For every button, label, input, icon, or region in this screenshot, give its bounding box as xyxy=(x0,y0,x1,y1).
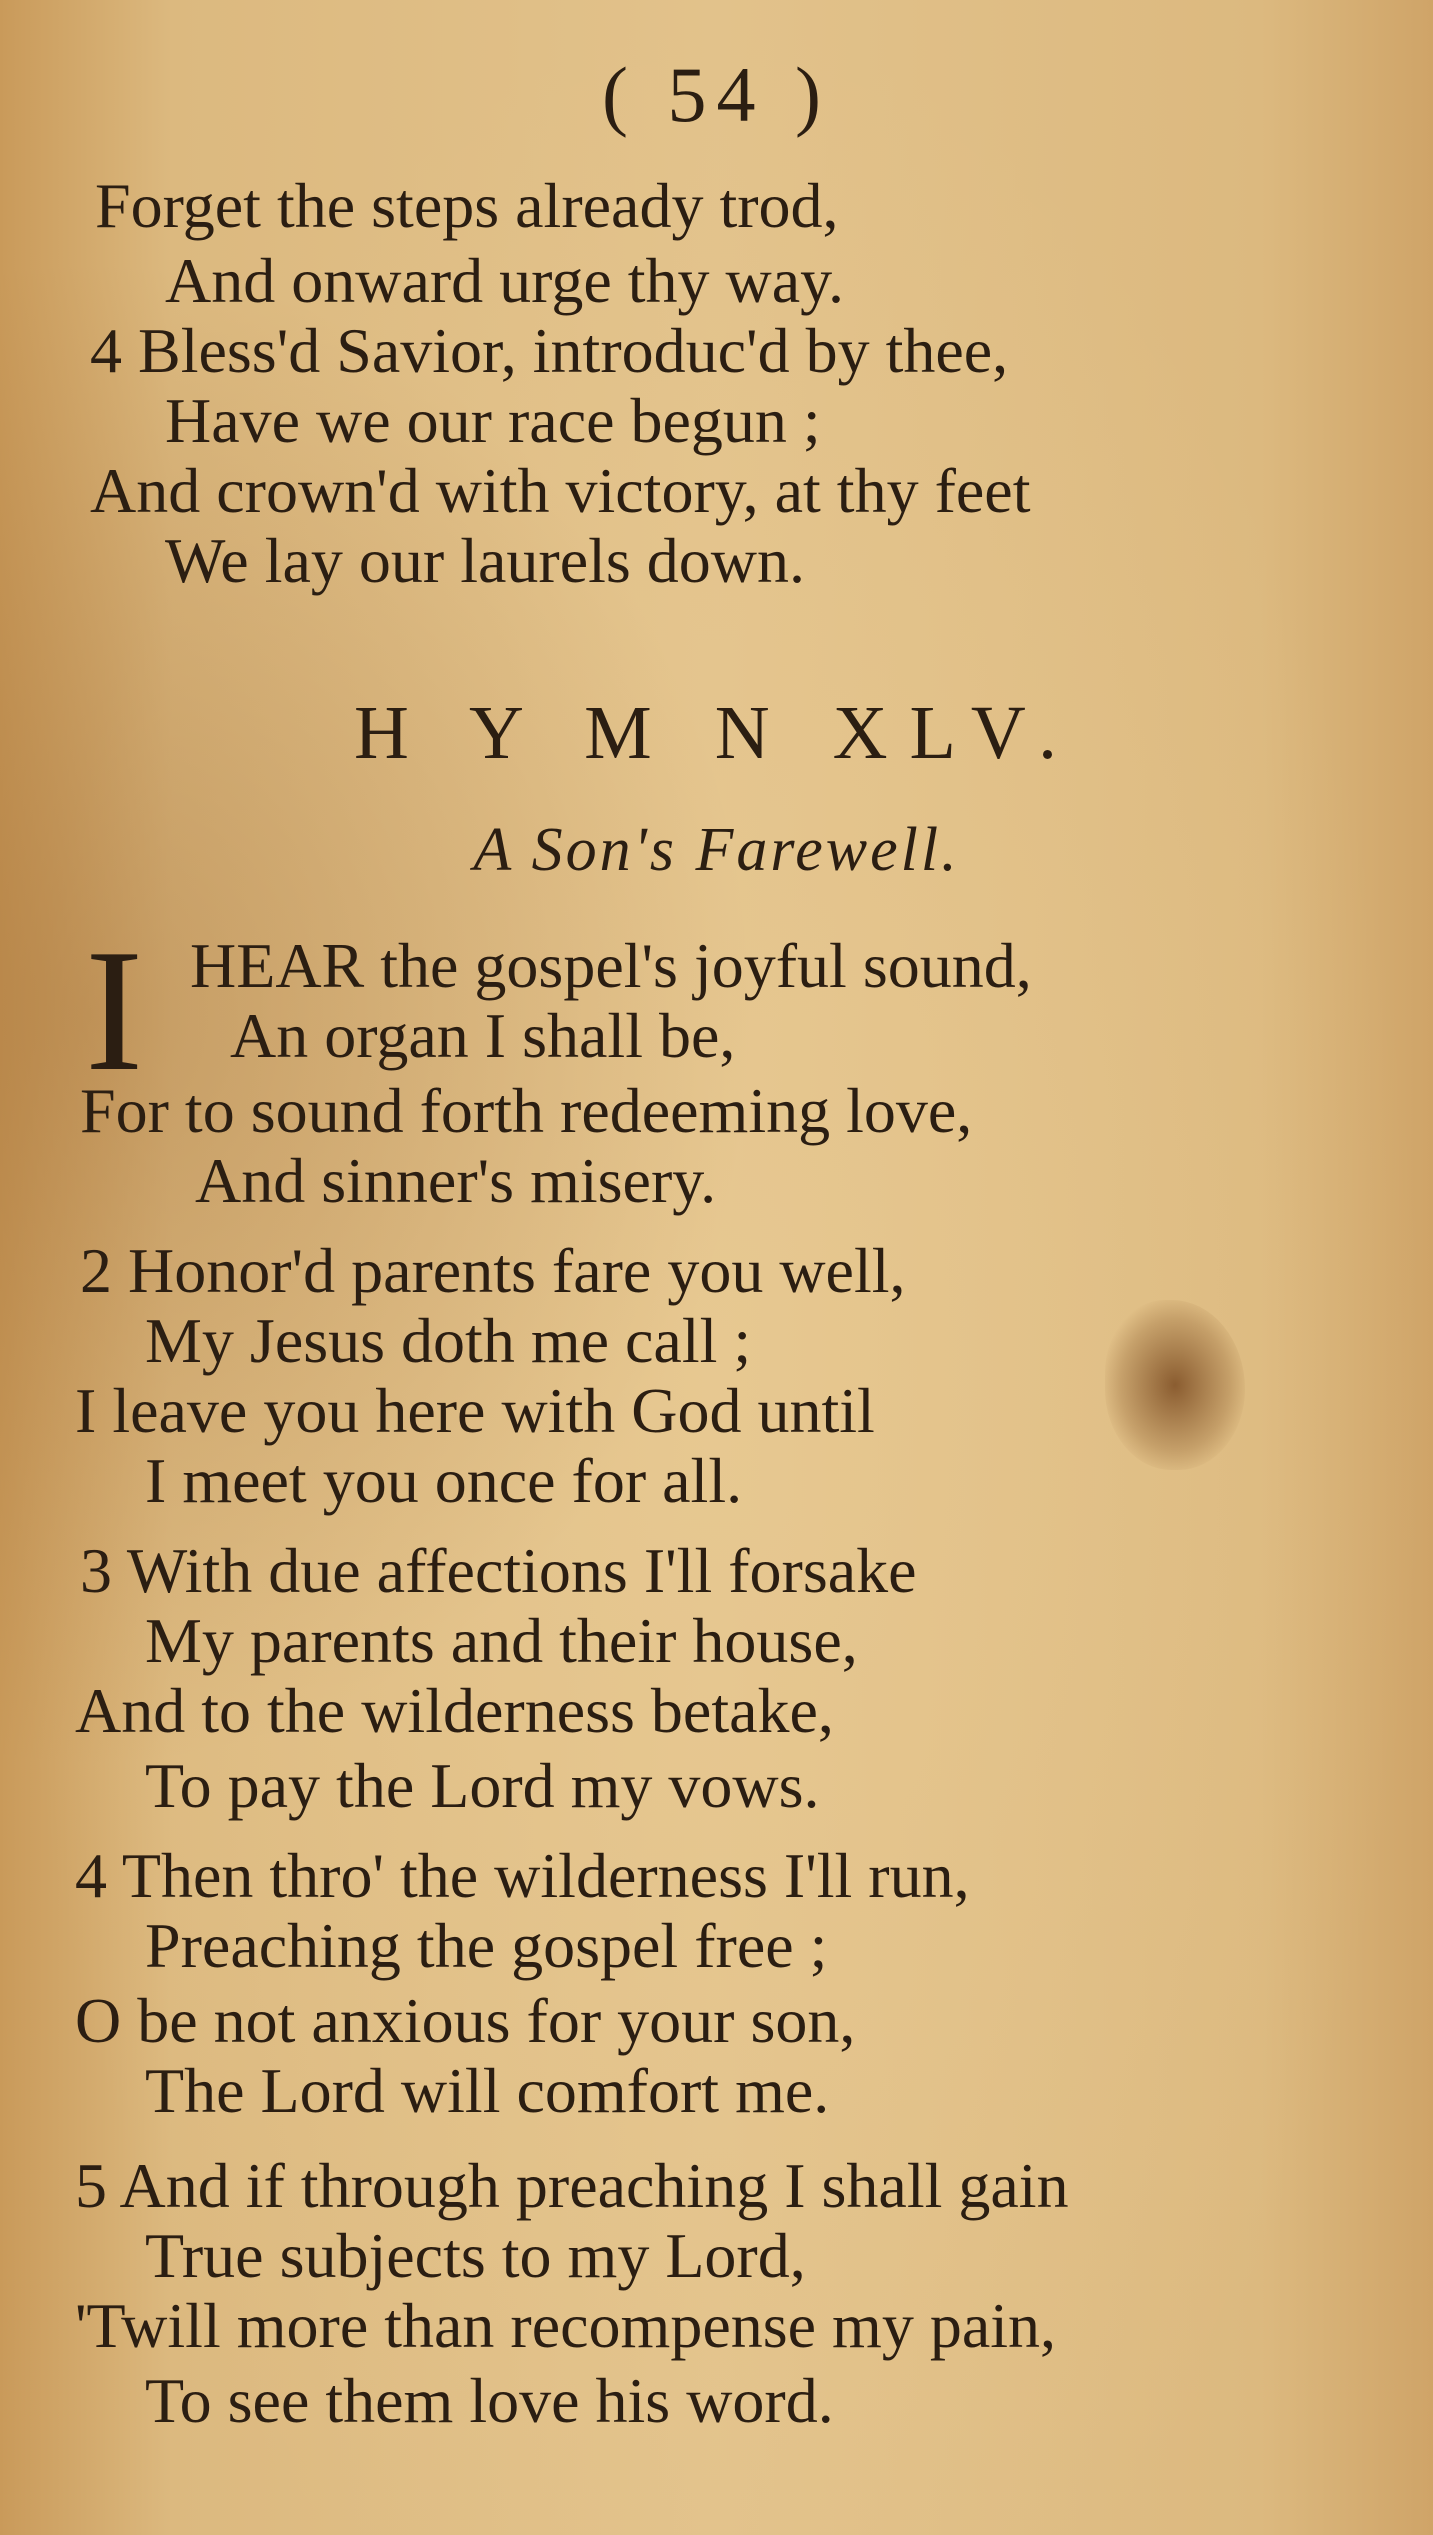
verse-line: The Lord will comfort me. xyxy=(145,2055,830,2126)
verse-line: And sinner's misery. xyxy=(195,1145,717,1216)
page-number: ( 54 ) xyxy=(602,51,831,138)
drop-cap: I xyxy=(85,913,144,1107)
verse-line: My Jesus doth me call ; xyxy=(145,1305,752,1376)
verse-line: O be not anxious for your son, xyxy=(75,1985,856,2056)
verse-line: 2 Honor'd parents fare you well, xyxy=(80,1235,906,1306)
verse-line: My parents and their house, xyxy=(145,1605,858,1676)
verse-line: 3 With due affections I'll forsake xyxy=(80,1535,917,1606)
hymn-title: H Y M N XLV. xyxy=(353,691,1079,775)
verse-line: We lay our laurels down. xyxy=(165,525,805,596)
verse-line: 'Twill more than recompense my pain, xyxy=(75,2290,1056,2361)
verse-line: 4 Bless'd Savior, introduc'd by thee, xyxy=(90,315,1009,386)
verse-line: 5 And if through preaching I shall gain xyxy=(75,2150,1069,2221)
verse-line: And crown'd with victory, at thy feet xyxy=(90,455,1031,526)
verse-line: I meet you once for all. xyxy=(145,1445,743,1516)
verse-line: 4 Then thro' the wilderness I'll run, xyxy=(75,1840,970,1911)
verse-line: True subjects to my Lord, xyxy=(145,2220,806,2291)
verse-line: To see them love his word. xyxy=(145,2365,834,2436)
hymn-subtitle: A Son's Farewell. xyxy=(473,816,960,884)
verse-line: HEAR the gospel's joyful sound, xyxy=(190,930,1032,1001)
verse-line: An organ I shall be, xyxy=(230,1000,736,1071)
verse-line: Have we our race begun ; xyxy=(165,385,821,456)
verse-line: To pay the Lord my vows. xyxy=(145,1750,820,1821)
verse-line: And onward urge thy way. xyxy=(165,245,844,316)
verse-line: I leave you here with God until xyxy=(75,1375,875,1446)
verse-line: For to sound forth redeeming love, xyxy=(80,1075,973,1146)
verse-line: Forget the steps already trod, xyxy=(95,170,839,241)
verse-line: And to the wilderness betake, xyxy=(75,1675,834,1746)
verse-line: Preaching the gospel free ; xyxy=(145,1910,828,1981)
paper-stain xyxy=(1105,1300,1245,1470)
